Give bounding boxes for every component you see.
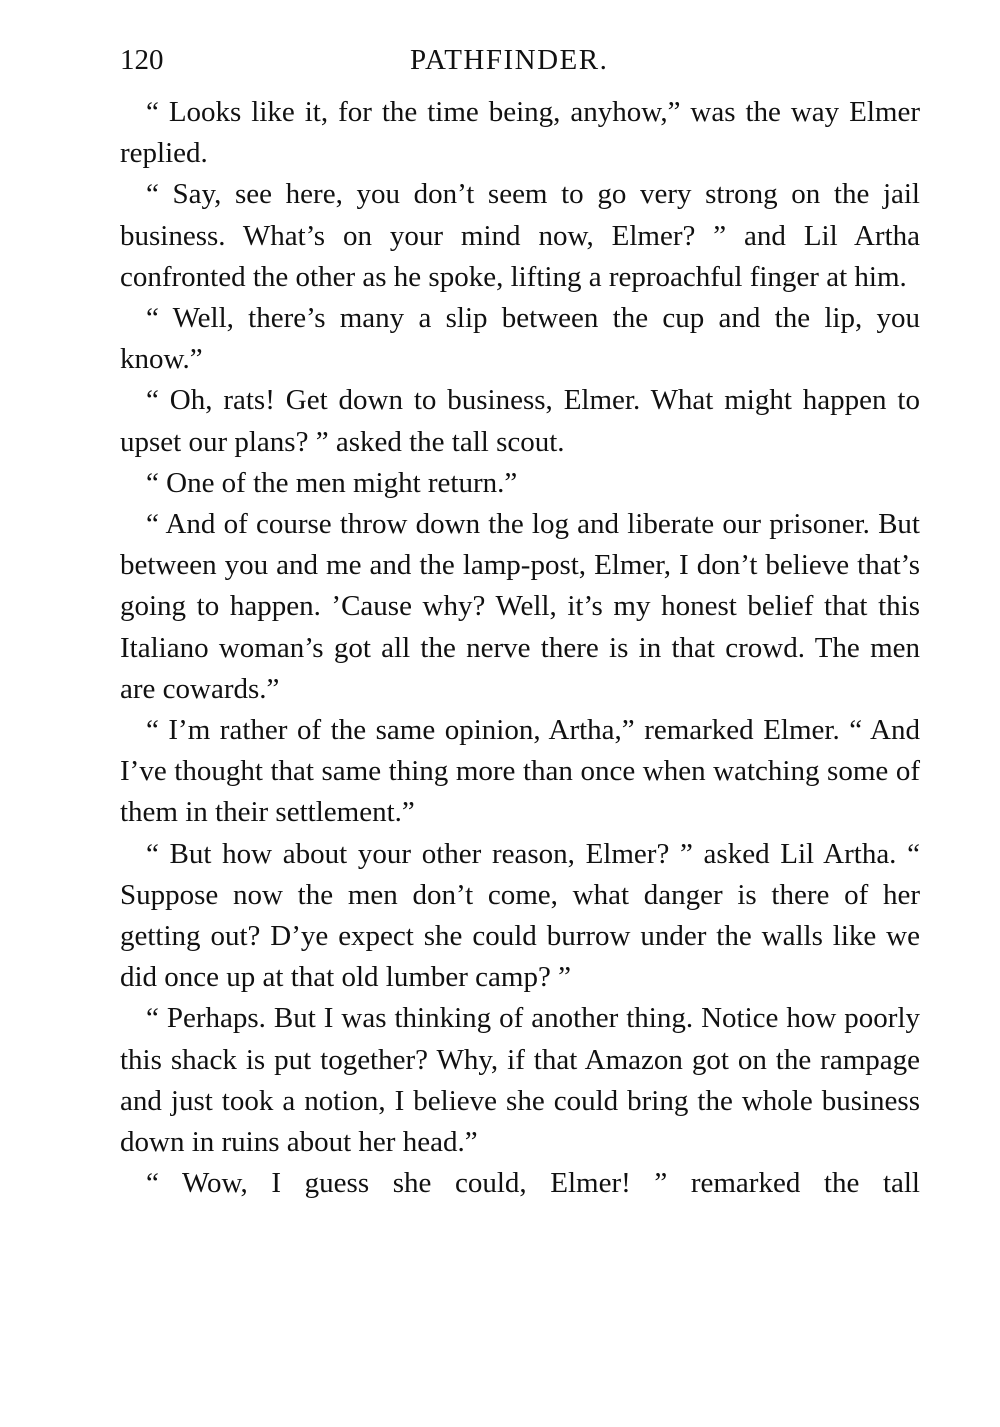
paragraph: “ Looks like it, for the time being, anyhow,” was the way Elmer replied. — [120, 96, 920, 170]
page-number: 120 — [120, 44, 164, 76]
book-page — [120, 38, 920, 1204]
paragraph: “ And of course throw down the log and liberate our prisoner. But between you and me and the lamp-post, Elmer, I don’t believe that’s going to happen. ’Cause why? Well, it’s my honest belief that this Italiano woman’s got all the nerve there is in that crowd. The men are cowards.” — [120, 508, 920, 705]
paragraph: “ Wow, I guess she could, Elmer! ” remarked the tall — [146, 1167, 920, 1200]
paragraph: “ Oh, rats! Get down to business, Elmer. What might happen to upset our plans? ” asked the tall scout. — [120, 384, 920, 458]
running-title: PATHFINDER. — [410, 44, 609, 76]
paragraph: “ Perhaps. But I was thinking of another thing. Notice how poorly this shack is put together? Why, if that Amazon got on the rampage and just took a notion, I believe she could bring the whole business down in ruins about her head.” — [120, 1002, 920, 1159]
paragraph: “ One of the men might return.” — [146, 466, 518, 499]
paragraph: “ But how about your other reason, Elmer? ” asked Lil Artha. “ Suppose now the men don’t come, what danger is there of her getting out? D’ye expect she could burrow under the walls like we did once up at that old lumber camp? ” — [120, 837, 920, 994]
paragraph: “ I’m rather of the same opinion, Artha,” remarked Elmer. “ And I’ve thought that same thing more than once when watching some of them in their settlement.” — [120, 714, 920, 829]
paragraph: “ Say, see here, you don’t seem to go very strong on the jail business. What’s on your mind now, Elmer? ” and Lil Artha confronted the other as he spoke, lifting a reproachful finger at him. — [120, 178, 920, 293]
running-head — [120, 38, 920, 86]
body-text — [120, 92, 920, 1204]
paragraph: “ Well, there’s many a slip between the cup and the lip, you know.” — [120, 302, 920, 376]
